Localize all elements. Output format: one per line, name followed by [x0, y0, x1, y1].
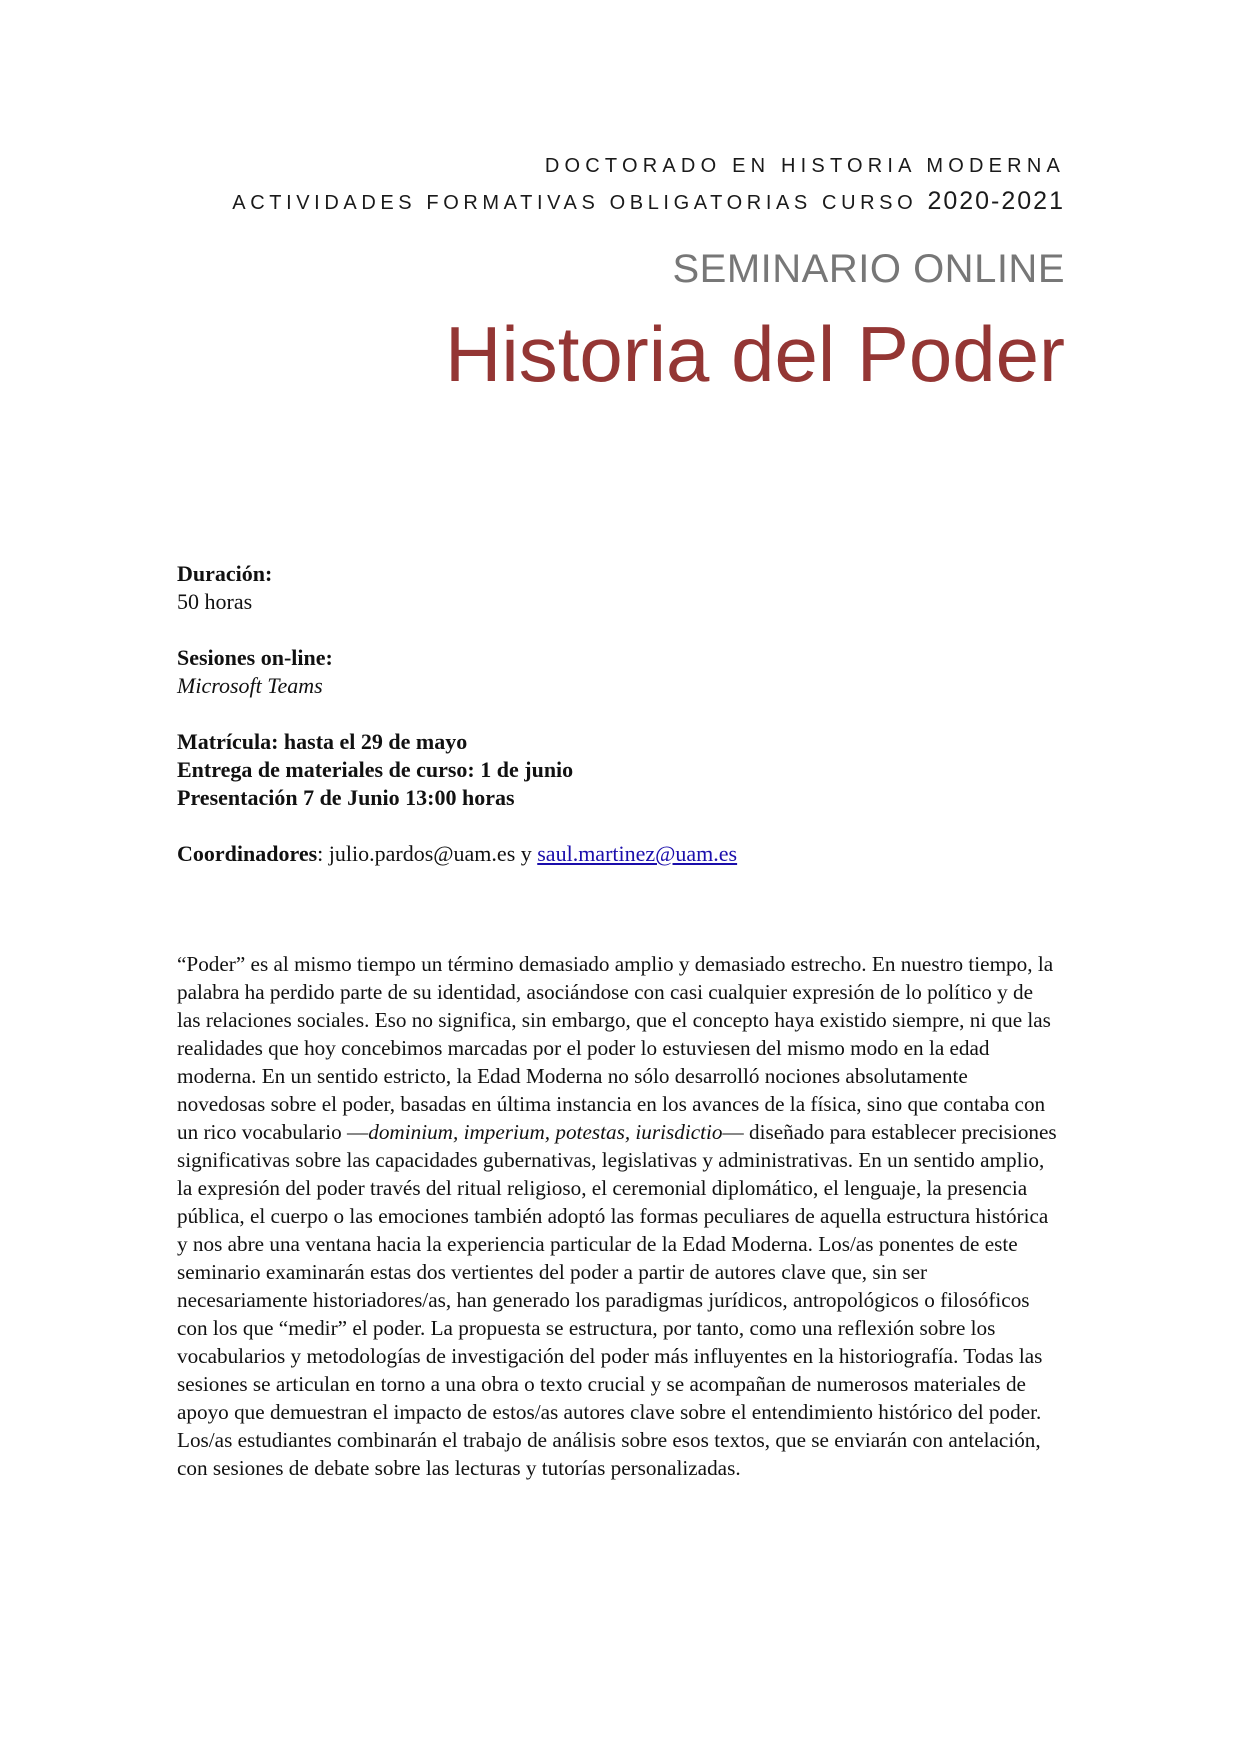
activities-text: ACTIVIDADES FORMATIVAS OBLIGATORIAS CURSO	[232, 192, 918, 214]
activities-heading	[232, 187, 1065, 216]
seminar-type: SEMINARIO ONLINE	[672, 247, 1065, 291]
presentation-date: Presentación 7 de Junio 13:00 horas	[177, 785, 515, 810]
enrollment-deadline: Matrícula: hasta el 29 de mayo	[177, 729, 468, 754]
sessions-label: Sesiones on-line:	[177, 645, 333, 670]
duration-value: 50 horas	[177, 589, 253, 614]
coordinator-email-1: julio.pardos@uam.es	[328, 841, 516, 866]
duration-label: Duración:	[177, 561, 273, 586]
course-year: 2020-2021	[927, 187, 1065, 215]
coordinators-line	[177, 840, 1057, 868]
materials-delivery: Entrega de materiales de curso: 1 de junio	[177, 757, 574, 782]
program-heading: DOCTORADO EN HISTORIA MODERNA	[544, 155, 1065, 177]
seminar-details	[177, 560, 1057, 868]
seminar-title: Historia del Poder	[445, 310, 1065, 398]
description-part-2: — diseñado para establecer precisiones significativas sobre las capacidades gubernativas, legislativas y administrativas. En un sentido amplio, la expresión del poder través del ritual religioso, el ceremonial diplomático, el lenguaje, la presencia pública, el cuerpo o las emociones también adoptó las formas peculiares de aquella estructura histórica y nos abre una ventana hacia la experiencia particular de la Edad Moderna. Los/as ponentes de este seminario examinarán estas dos vertientes del poder a partir de autores clave que, sin ser necesariamente historiadores/as, han generado los paradigmas jurídicos, antropológicos o filosóficos con los que “medir” el poder. La propuesta se estructura, por tanto, como una reflexión sobre los vocabularios y metodologías de investigación del poder más influyentes en la historiografía. Todas las sesiones se articulan en torno a una obra o texto crucial y se acompañan de numerosos materiales de apoyo que demuestran el impacto de estos/as autores clave sobre el entendimiento histórico del poder. Los/as estudiantes combinarán el trabajo de análisis sobre esos textos, que se enviarán con antelación, con sesiones de debate sobre las lecturas y tutorías personalizadas.	[177, 1120, 1057, 1480]
seminar-description	[177, 950, 1057, 1482]
description-part-1: “Poder” es al mismo tiempo un término demasiado amplio y demasiado estrecho. En nuestro tiempo, la palabra ha perdido parte de su identidad, asociándose con casi cualquier expresión de lo político y de las relaciones sociales. Eso no significa, sin embargo, que el concepto haya existido siempre, ni que las realidades que hoy concebimos marcadas por el poder lo estuviesen del mismo modo en la edad moderna. En un sentido estricto, la Edad Moderna no sólo desarrolló nociones absolutamente novedosas sobre el poder, basadas en última instancia en los avances de la física, sino que contaba con un rico vocabulario —	[177, 952, 1054, 1144]
coordinators-separator: :	[317, 841, 329, 866]
description-latin-terms: dominium, imperium, potestas, iurisdictio	[368, 1120, 723, 1144]
coordinators-and: y	[515, 841, 538, 866]
coordinator-email-link[interactable]: saul.martinez@uam.es	[537, 841, 738, 866]
coordinators-label: Coordinadores	[177, 841, 318, 866]
sessions-value: Microsoft Teams	[177, 673, 323, 698]
